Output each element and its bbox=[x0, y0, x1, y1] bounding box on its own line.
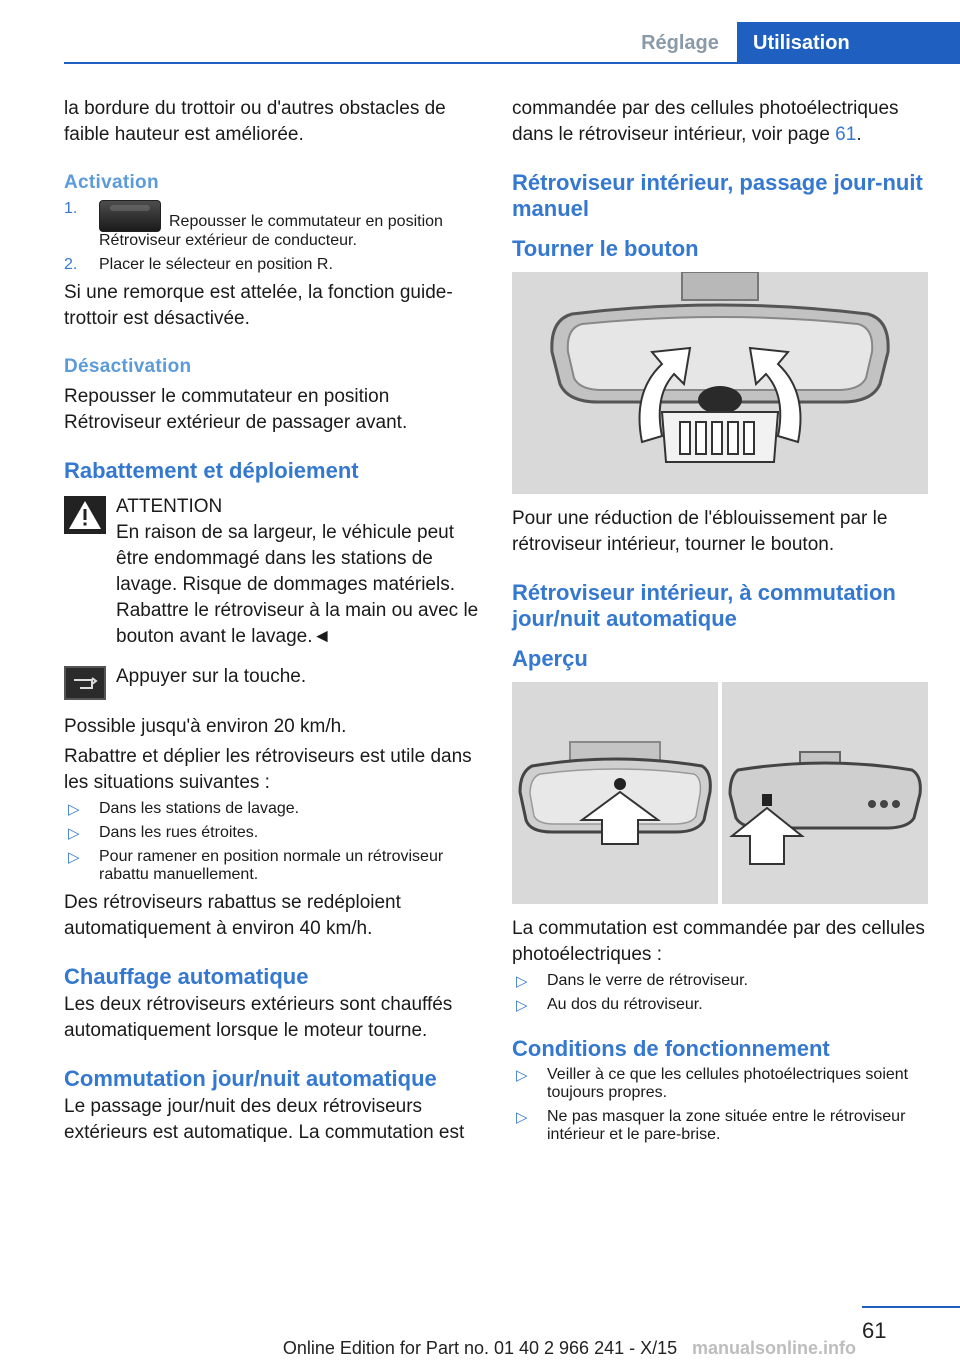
page-number: 61 bbox=[862, 1318, 887, 1343]
list-item-text: Dans les rues étroites. bbox=[99, 824, 259, 841]
list-item bbox=[512, 1066, 928, 1102]
watermark: manualsonline.info bbox=[692, 1338, 857, 1358]
paragraph: Les deux rétroviseurs extérieurs sont chauffés automatiquement lorsque le moteur tourne. bbox=[64, 994, 453, 1041]
button-instruction bbox=[64, 664, 484, 704]
step-text: Repousser le commutateur en position Rétroviseur extérieur de conducteur. bbox=[99, 213, 443, 249]
paragraph-text: commandée par des cellules photoélectriques dans le rétroviseur intérieur, voir page bbox=[512, 98, 899, 145]
paragraph: Possible jusqu'à environ 20 km/h. bbox=[64, 716, 347, 737]
mirror-switch-icon bbox=[99, 200, 161, 232]
bullet-icon: ▷ bbox=[516, 997, 528, 1014]
bullet-icon: ▷ bbox=[68, 849, 80, 866]
step-number: 2. bbox=[64, 256, 78, 273]
fold-button-icon bbox=[64, 666, 106, 700]
bullet-icon: ▷ bbox=[68, 825, 80, 842]
deactivation-heading: Désactivation bbox=[64, 356, 192, 377]
list-item-text: Pour ramener en position normale un rétroviseur rabattu manuellement. bbox=[99, 848, 444, 883]
auto-dim-heading: Commutation jour/nuit automatique bbox=[64, 1066, 437, 1091]
step-text: Placer le sélecteur en position R. bbox=[99, 256, 333, 273]
warning-triangle-icon bbox=[64, 496, 106, 534]
step-item bbox=[64, 256, 484, 274]
list-item bbox=[64, 800, 484, 818]
mirror-back-view bbox=[722, 682, 928, 904]
photocell-location-figure bbox=[512, 682, 928, 904]
page-header bbox=[0, 0, 960, 62]
step-item bbox=[64, 200, 484, 250]
list-item bbox=[512, 996, 928, 1014]
left-column bbox=[64, 96, 484, 1150]
mirror-front-view bbox=[512, 682, 718, 904]
press-text: Appuyer sur la touche. bbox=[116, 666, 307, 687]
paragraph: Repousser le commutateur en position Rétroviseur extérieur de passager avant. bbox=[64, 386, 408, 433]
paragraph: La commutation est commandée par des cellules photoélectriques : bbox=[512, 918, 925, 965]
heat-heading: Chauffage automatique bbox=[64, 964, 309, 989]
footer-divider bbox=[862, 1306, 960, 1308]
manual-dim-heading: Rétroviseur intérieur, passage jour-nuit manuel bbox=[512, 170, 923, 221]
bullet-icon: ▷ bbox=[516, 1067, 528, 1084]
mirror-knob-illustration bbox=[512, 272, 928, 494]
list-item-text: Veiller à ce que les cellules photoélectriques soient toujours propres. bbox=[547, 1066, 909, 1101]
list-item bbox=[512, 1108, 928, 1144]
page-link[interactable]: 61 bbox=[835, 124, 857, 145]
header-divider bbox=[64, 62, 960, 64]
paragraph-text: . bbox=[856, 124, 862, 145]
bullet-icon: ▷ bbox=[68, 801, 80, 818]
bullet-icon: ▷ bbox=[516, 973, 528, 990]
warning-block bbox=[64, 494, 484, 650]
fold-heading: Rabattement et déploiement bbox=[64, 458, 359, 483]
activation-heading: Activation bbox=[64, 172, 159, 193]
paragraph: Des rétroviseurs rabattus se redéploient automatiquement à environ 40 km/h. bbox=[64, 892, 401, 939]
list-item-text: Dans le verre de rétroviseur. bbox=[547, 972, 748, 989]
bullet-icon: ▷ bbox=[516, 1109, 528, 1126]
paragraph bbox=[512, 96, 928, 148]
step-number: 1. bbox=[64, 200, 78, 217]
conditions-heading: Conditions de fonctionnement bbox=[512, 1036, 830, 1061]
knob-heading: Tourner le bouton bbox=[512, 236, 699, 261]
right-column bbox=[512, 96, 928, 1150]
paragraph: Pour une réduction de l'éblouissement par le rétroviseur intérieur, tourner le bouton. bbox=[512, 508, 888, 555]
warning-text: En raison de sa largeur, le véhicule peut être endommagé dans les stations de lavage. Risque de dommages matériels. Rabattre le rétroviseur à la main ou avec le bouton avant le lavage.◄ bbox=[116, 522, 479, 647]
paragraph: Rabattre et déplier les rétroviseurs est utile dans les situations suivantes : bbox=[64, 746, 472, 793]
edition-footer: Online Edition for Part no. 01 40 2 966 241 - X/15 bbox=[282, 1338, 678, 1358]
list-item-text: Ne pas masquer la zone située entre le rétroviseur intérieur et le pare-brise. bbox=[547, 1108, 906, 1143]
tab-utilisation[interactable]: Utilisation bbox=[737, 22, 960, 62]
paragraph: Si une remorque est attelée, la fonction guide-trottoir est désactivée. bbox=[64, 282, 453, 329]
overview-heading: Aperçu bbox=[512, 646, 588, 671]
list-item-text: Dans les stations de lavage. bbox=[99, 800, 300, 817]
list-item bbox=[64, 824, 484, 842]
auto-dim-mirror-heading: Rétroviseur intérieur, à commutation jour/nuit automatique bbox=[512, 580, 896, 631]
tab-reglage[interactable]: Réglage bbox=[641, 32, 719, 54]
paragraph: la bordure du trottoir ou d'autres obstacles de faible hauteur est améliorée. bbox=[64, 98, 446, 145]
list-item bbox=[512, 972, 928, 990]
paragraph: Le passage jour/nuit des deux rétroviseurs extérieurs est automatique. La commutation est bbox=[64, 1096, 465, 1143]
list-item-text: Au dos du rétroviseur. bbox=[547, 996, 703, 1013]
rearview-mirror-knob-figure bbox=[512, 272, 928, 494]
warning-label: ATTENTION bbox=[116, 496, 223, 517]
list-item bbox=[64, 848, 484, 884]
